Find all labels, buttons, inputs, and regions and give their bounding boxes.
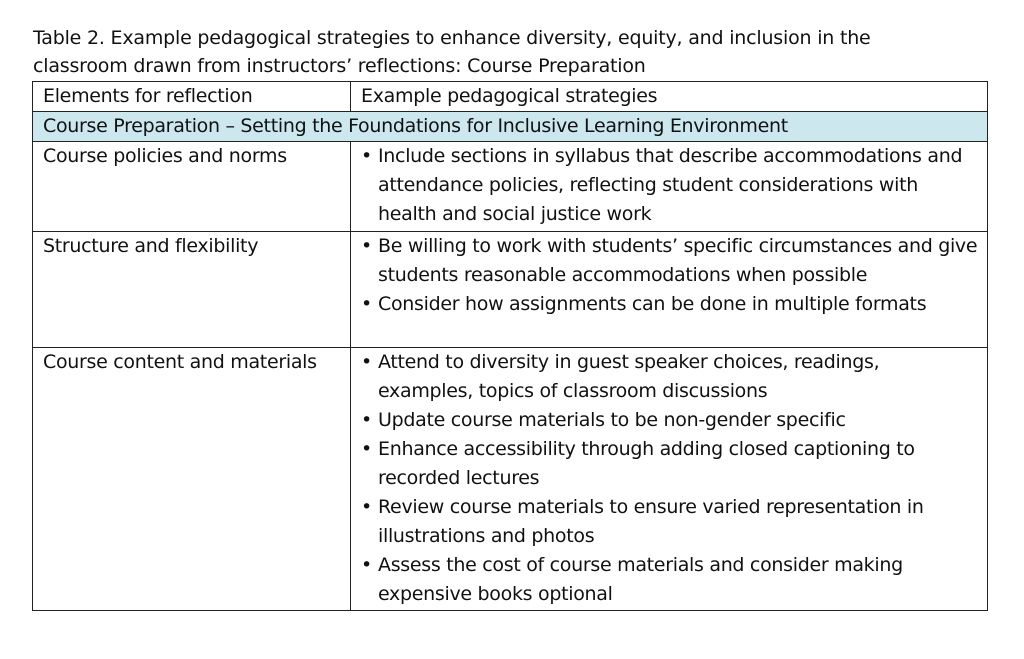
caption-line-2: classroom drawn from instructors’ reflections: Course Preparation	[33, 55, 646, 77]
strategy-item: • Update course materials to be non-gender specific	[361, 406, 979, 435]
strategy-item: • Review course materials to ensure varied representation in illustrations and photos	[361, 493, 979, 551]
strategies-cell	[351, 232, 988, 348]
element-cell: Course policies and norms	[33, 142, 351, 232]
strategy-item: • Assess the cost of course materials and consider making expensive books optional	[361, 551, 979, 609]
caption-line-1: Table 2. Example pedagogical strategies to enhance diversity, equity, and inclusion in the	[33, 27, 871, 49]
section-row	[33, 112, 988, 142]
element-cell: Structure and flexibility	[33, 232, 351, 348]
table-caption	[33, 24, 993, 80]
strategy-item: • Consider how assignments can be done in multiple formats	[361, 290, 979, 319]
strategy-item: • Attend to diversity in guest speaker choices, readings, examples, topics of classroom discussions	[361, 348, 979, 406]
strategy-item: • Include sections in syllabus that describe accommodations and attendance policies, reflecting student considerations with health and social justice work	[361, 142, 979, 229]
table-row	[33, 232, 988, 348]
strategy-list	[361, 142, 979, 229]
section-title: Course Preparation – Setting the Foundations for Inclusive Learning Environment	[33, 112, 988, 142]
table-row	[33, 348, 988, 611]
strategies-table	[32, 81, 988, 611]
table-header-row	[33, 82, 988, 112]
strategy-list	[361, 348, 979, 609]
strategies-cell	[351, 142, 988, 232]
element-cell: Course content and materials	[33, 348, 351, 611]
strategy-item: • Be willing to work with students’ specific circumstances and give students reasonable accommodations when possible	[361, 232, 979, 290]
table-row	[33, 142, 988, 232]
strategy-list	[361, 232, 979, 319]
header-elements: Elements for reflection	[33, 82, 351, 112]
strategy-item: • Enhance accessibility through adding closed captioning to recorded lectures	[361, 435, 979, 493]
header-strategies: Example pedagogical strategies	[351, 82, 988, 112]
strategies-cell	[351, 348, 988, 611]
